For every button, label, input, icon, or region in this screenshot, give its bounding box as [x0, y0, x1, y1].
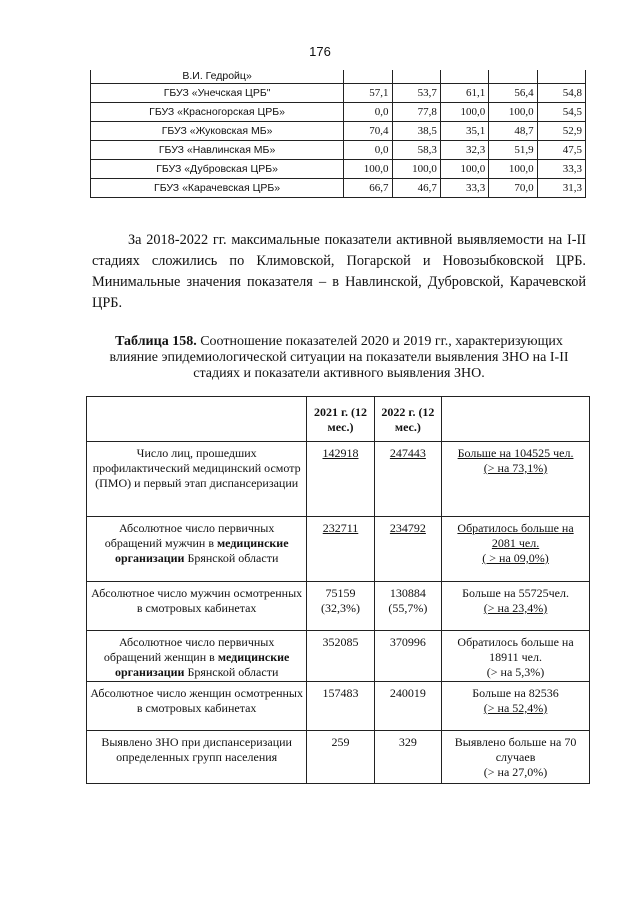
value-cell: 70,0	[489, 179, 537, 198]
value-cell: 38,5	[392, 122, 440, 141]
value-2022: 234792	[374, 517, 441, 582]
table-row	[87, 631, 590, 682]
row-label: Абсолютное число мужчин осмотренных в смотровых кабинетах	[87, 582, 307, 631]
value-cell: 56,4	[489, 84, 537, 103]
row-label: Число лиц, прошедших профилактический медицинский осмотр (ПМО) и первый этап диспансеризации	[87, 442, 307, 517]
table-row	[91, 70, 586, 84]
header-2021: 2021 г. (12 мес.)	[307, 397, 374, 442]
org-cell: ГБУЗ «Навлинская МБ»	[91, 141, 344, 160]
top-table	[90, 70, 586, 198]
table-row	[87, 517, 590, 582]
value-2022: 247443	[374, 442, 441, 517]
row-label: Абсолютное число первичных обращений мужчин в медицинские организации Брянской области	[87, 517, 307, 582]
value-2021: 259	[307, 731, 374, 784]
table-row	[87, 442, 590, 517]
value-cell: 100,0	[440, 160, 488, 179]
value-cell: 51,9	[489, 141, 537, 160]
change-cell: Обратилось больше на 2081 чел. ( > на 09,0%)	[442, 517, 590, 582]
header-row	[87, 397, 590, 442]
value-2021: 157483	[307, 682, 374, 731]
change-cell: Больше на 82536 (> на 52,4%)	[442, 682, 590, 731]
table-row	[91, 84, 586, 103]
value-cell: 100,0	[440, 103, 488, 122]
value-cell: 61,1	[440, 84, 488, 103]
org-cell: ГБУЗ «Красногорская ЦРБ»	[91, 103, 344, 122]
value-cell: 77,8	[392, 103, 440, 122]
table-row	[91, 179, 586, 198]
value-cell: 46,7	[392, 179, 440, 198]
org-cell: ГБУЗ «Унечская ЦРБ"	[91, 84, 344, 103]
value-cell: 32,3	[440, 141, 488, 160]
value-cell: 54,5	[537, 103, 585, 122]
row-label: Выявлено ЗНО при диспансеризации определенных групп населения	[87, 731, 307, 784]
change-cell: Выявлено больше на 70 случаев (> на 27,0%)	[442, 731, 590, 784]
change-cell: Обратилось больше на 18911 чел. (> на 5,3%)	[442, 631, 590, 682]
value-cell: 70,4	[344, 122, 392, 141]
main-table	[86, 396, 590, 784]
value-2021: 232711	[307, 517, 374, 582]
change-cell: Больше на 104525 чел. (> на 73,1%)	[442, 442, 590, 517]
org-cell: ГБУЗ «Дубровская ЦРБ»	[91, 160, 344, 179]
value-cell: 66,7	[344, 179, 392, 198]
row-label: Абсолютное число первичных обращений женщин в медицинские организации Брянской области	[87, 631, 307, 682]
value-cell: 31,3	[537, 179, 585, 198]
change-cell: Больше на 55725чел. (> на 23,4%)	[442, 582, 590, 631]
table-row	[91, 122, 586, 141]
value-cell: 54,8	[537, 84, 585, 103]
table-row	[87, 682, 590, 731]
caption-text: Соотношение показателей 2020 и 2019 гг., характеризующих влияние эпидемиологической ситуации на показатели выявления ЗНО на I-II стадиях и показатели активного выявления ЗНО.	[109, 334, 569, 381]
value-2022: 240019	[374, 682, 441, 731]
value-2021: 75159 (32,3%)	[307, 582, 374, 631]
header-2022: 2022 г. (12 мес.)	[374, 397, 441, 442]
value-cell: 48,7	[489, 122, 537, 141]
org-cell: ГБУЗ «Жуковская МБ»	[91, 122, 344, 141]
value-cell: 58,3	[392, 141, 440, 160]
value-cell: 0,0	[344, 141, 392, 160]
org-cell: ГБУЗ «Карачевская ЦРБ»	[91, 179, 344, 198]
table-row	[87, 582, 590, 631]
value-cell: 100,0	[489, 160, 537, 179]
value-2021: 352085	[307, 631, 374, 682]
value-cell: 53,7	[392, 84, 440, 103]
table-row	[91, 141, 586, 160]
table-row	[91, 160, 586, 179]
value-cell: 100,0	[344, 160, 392, 179]
value-2022: 329	[374, 731, 441, 784]
value-cell: 33,3	[537, 160, 585, 179]
value-cell: 52,9	[537, 122, 585, 141]
caption-label: Таблица 158.	[115, 334, 197, 349]
row-label: Абсолютное число женщин осмотренных в смотровых кабинетах	[87, 682, 307, 731]
value-cell: 47,5	[537, 141, 585, 160]
table-row	[91, 103, 586, 122]
value-2022: 130884 (55,7%)	[374, 582, 441, 631]
table-caption	[92, 334, 586, 382]
value-cell: 57,1	[344, 84, 392, 103]
value-cell: 35,1	[440, 122, 488, 141]
value-cell: 100,0	[392, 160, 440, 179]
value-cell: 33,3	[440, 179, 488, 198]
body-paragraph: За 2018-2022 гг. максимальные показатели активной выявляемости на I-II стадиях сложились по Климовской, Погарской и Новозыбковской ЦРБ. Минимальные значения показателя – в Навлинской, Дубровской, Карачевской ЦРБ.	[92, 232, 586, 311]
value-cell: 100,0	[489, 103, 537, 122]
table-row	[87, 731, 590, 784]
org-cell: В.И. Гедройц»	[91, 70, 344, 84]
value-2021: 142918	[307, 442, 374, 517]
value-cell: 0,0	[344, 103, 392, 122]
value-2022: 370996	[374, 631, 441, 682]
page-number: 176	[309, 44, 331, 59]
